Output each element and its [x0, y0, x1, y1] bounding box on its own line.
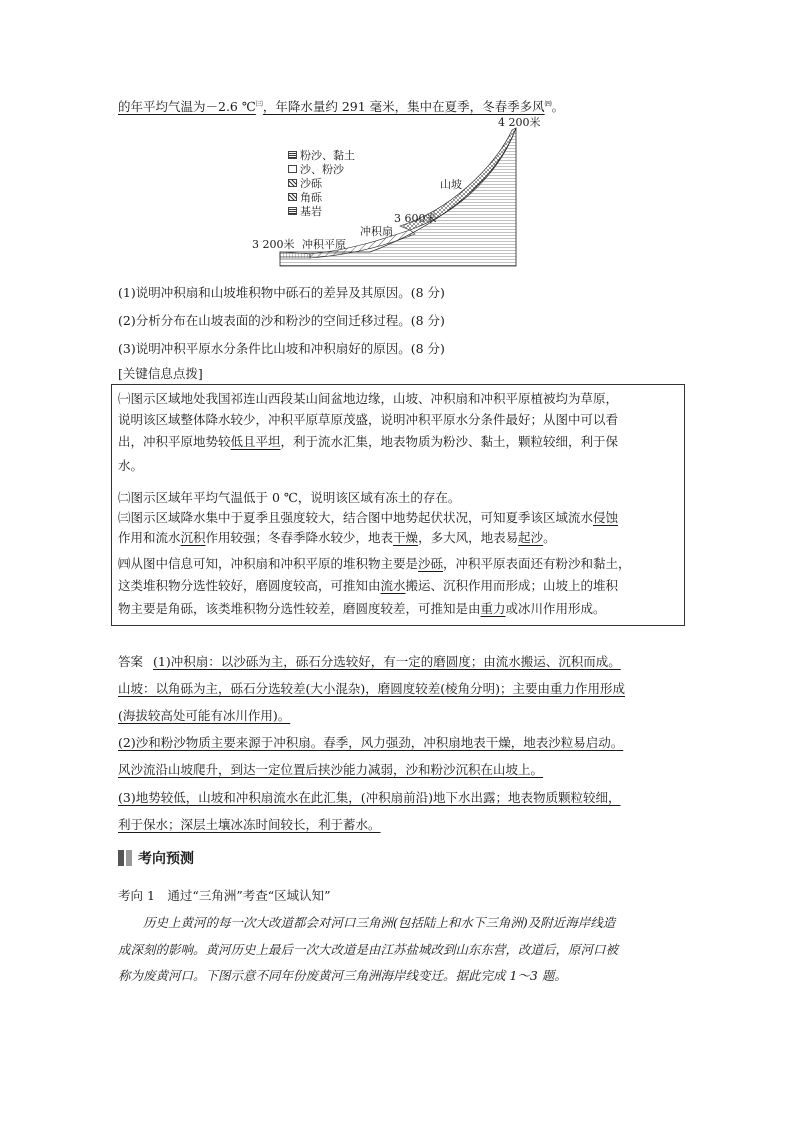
intro-text-end: 。	[551, 99, 565, 114]
key-info-line: 说明该区域整体降水较少，冲积平原草原茂盛，说明冲积平原水分条件最好；从图中可以看	[118, 412, 619, 427]
legend-swatch-icon	[288, 165, 297, 173]
legend-swatch-icon	[288, 151, 297, 159]
key-info-line: 物主要是角砾，该类堆积物分选性较差，磨圆度较差，可推知是由重力或冰川作用形成。	[118, 601, 606, 616]
legend-label: 沙砾	[300, 177, 322, 190]
cross-section-figure	[250, 112, 541, 272]
question-3: (3)说明冲积平原水分条件比山坡和冲积扇好的原因。(8 分)	[118, 341, 445, 356]
label-fan: 冲积扇	[360, 225, 393, 238]
answer-line-3: (海拔较高处可能有冰川作用)。	[118, 708, 291, 723]
answer-line-5: 风沙流沿山坡爬升，到达一定位置后挟沙能力减弱，沙和粉沙沉积在山坡上。	[118, 762, 544, 777]
key-info-line: 作用和流水沉积作用较强；冬春季降水较少，地表干燥，多大风，地表易起沙。	[118, 530, 556, 545]
intro-text-pre: 的年平均气温为－2.6 ℃	[118, 99, 256, 114]
passage-line: 成深刻的影响。黄河历史上最后一次大改道是由江苏盐城改到山东东营，改道后，原河口被	[118, 942, 619, 957]
label-peak-altitude: 4 200米	[498, 116, 541, 129]
answer-line-4: (2)沙和粉沙物质主要来源于冲积扇。春季，风力强劲，冲积扇地表干燥，地表沙粒易启动。	[118, 735, 624, 750]
legend-swatch-icon	[288, 193, 297, 201]
key-info-line: ㈠图示区域地处我国祁连山西段某山间盆地边缘，山坡、冲积扇和冲积平原植被均为草原，	[118, 391, 619, 406]
legend-item	[288, 148, 355, 162]
key-info-box	[111, 384, 685, 626]
note-ref-3: ㈢	[255, 99, 263, 108]
answer-line-1: 答案 (1)冲积扇：以沙砾为主，砾石分选较好，有一定的磨圆度；由流水搬运、沉积而成。	[118, 654, 621, 669]
figure-legend	[288, 148, 355, 218]
label-slope: 山坡	[440, 178, 462, 191]
key-info-line: ㈣从图中信息可知，冲积扇和冲积平原的堆积物主要是沙砾，冲积平原表面还有粉沙和黏土，	[118, 556, 631, 571]
label-base-altitude: 3 200米	[252, 238, 295, 251]
question-2: (2)分析分布在山坡表面的沙和粉沙的空间迁移过程。(8 分)	[118, 313, 445, 328]
label-mid-altitude: 3 600米	[394, 212, 437, 225]
key-info-title: [关键信息点拨]	[118, 366, 203, 381]
legend-swatch-icon	[288, 207, 297, 215]
legend-label: 沙、粉沙	[300, 163, 344, 176]
heading-bar-icon	[126, 850, 132, 866]
legend-label: 基岩	[300, 205, 322, 218]
passage-line: 历史上黄河的每一次大改道都会对河口三角洲(包括陆上和水下三角洲)及附近海岸线造	[143, 915, 616, 930]
legend-item	[288, 190, 355, 204]
legend-label: 角砾	[300, 191, 322, 204]
answer-line-2: 山坡：以角砾为主，砾石分选较差(大小混杂)，磨圆度较差(棱角分明)；主要由重力作用形成	[118, 681, 626, 696]
passage-line: 称为废黄河口。下图示意不同年份废黄河三角洲海岸线变迁。据此完成 1～3 题。	[118, 968, 567, 983]
legend-item	[288, 176, 355, 190]
legend-label: 粉沙、黏土	[300, 149, 355, 162]
label-plain: 冲积平原	[302, 238, 346, 251]
key-info-line: 出，冲积平原地势较低且平坦，利于流水汇集，地表物质为粉沙、黏土，颗粒较细，利于保	[118, 434, 619, 449]
key-info-line: ㈢图示区域降水集中于夏季且强度较大，结合图中地势起伏状况，可知夏季该区域流水侵蚀	[118, 510, 619, 525]
intro-text-mid: ，年降水量约 291 毫米，集中在夏季，冬春季多风	[262, 99, 545, 114]
question-1: (1)说明冲积扇和山坡堆积物中砾石的差异及其原因。(8 分)	[118, 285, 445, 300]
answer-line-7: 利于保水；深层土壤冰冻时间较长，利于蓄水。	[118, 817, 381, 832]
section-heading: 考向预测	[118, 847, 194, 869]
key-info-line: 这类堆积物分选性较好，磨圆度较高，可推知由流水搬运、沉积作用而形成；山坡上的堆积	[118, 578, 619, 593]
key-info-line: 水。	[118, 458, 144, 473]
sub-heading: 考向 1 通过“三角洲”考查“区域认知”	[118, 888, 331, 903]
answer-label: 答案	[118, 654, 144, 669]
key-info-line: ㈡图示区域年平均气温低于 0 ℃，说明该区域有冻土的存在。	[118, 490, 461, 505]
note-ref-4: ㈣	[544, 99, 552, 108]
legend-swatch-icon	[288, 179, 297, 187]
legend-item	[288, 162, 355, 176]
answer-line-6: (3)地势较低，山坡和冲积扇流水在此汇集，(冲积扇前沿)地下水出露；地表物质颗粒较细，	[118, 790, 621, 805]
heading-bar-icon	[118, 850, 124, 866]
legend-item	[288, 204, 355, 218]
